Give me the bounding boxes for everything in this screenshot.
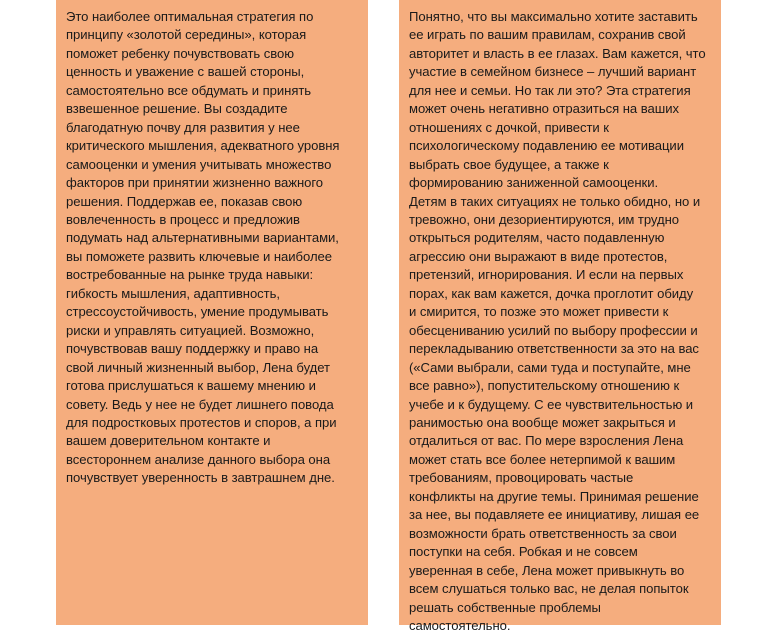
text-line: перекладыванию ответственности за это на вас [409,341,699,357]
left-text-panel [56,0,368,625]
text-line: уверенная в себе, Лена может привыкнуть во [409,562,685,578]
text-line: может очень негативно отразиться на ваших [409,101,679,117]
text-line: решения. Поддержав ее, показав свою [66,193,303,209]
text-line: всем слушаться только вас, не делая попыток [409,581,689,597]
text-line: возможности брать ответственность за свои [409,525,677,541]
text-line: критического мышления, адекватного уровня [66,138,340,154]
text-line: поступки на себя. Робкая и не совсем [409,544,638,560]
text-line: самостоятельно все обдумать и принять [66,82,312,98]
text-line: требованиям, провоцировать частые [409,470,634,486]
text-line: выбрать свое будущее, а также к [409,156,609,172]
text-line: («Сами выбрали, сами туда и поступайте, мне [409,359,691,375]
text-line: Это наиболее оптимальная стратегия по [66,9,314,24]
text-line: вы поможете развить ключевые и наиболее [66,248,333,264]
text-line: свой личный жизненный выбор, Лена будет [66,359,330,375]
text-line: для нее и семьи. Но так ли это? Эта стратегия [409,82,691,98]
text-line: участие в семейном бизнесе – лучший вариант [409,64,697,80]
text-line: стрессоустойчивость, умение продумывать [66,304,329,320]
left-panel-paragraph [66,8,358,488]
text-line: ценность и уважение с вашей стороны, [66,64,305,80]
text-line: конфликты на другие темы. Принимая решение [409,488,699,504]
text-line: Детям в таких ситуациях не только обидно, но и [409,193,701,209]
text-line: открыться родителям, часто подавленную [409,230,665,246]
text-line: самооценки и умения учитывать множество [66,156,332,172]
text-line: агрессию они выражают в виде протестов, [409,248,668,264]
text-line: психологическому подавлению ее мотивации [409,138,684,154]
text-line: решать собственные проблемы [409,599,601,615]
text-line: Понятно, что вы максимально хотите заставить [409,9,698,24]
text-line: почувствует уверенность в завтрашнем дне. [66,470,335,486]
text-line: факторов при принятии жизненно важного [66,175,324,191]
text-line: для подростковых протестов и споров, а при [66,414,337,430]
text-line: порах, как вам кажется, дочка проглотит обиду [409,285,694,301]
text-line: подумать над альтернативными вариантами, [66,230,339,246]
text-line: всестороннем анализе данного выбора она [66,451,331,467]
text-line: поможет ребенку почувствовать свою [66,45,295,61]
right-panel-paragraph [409,8,711,635]
text-line: совету. Ведь у нее не будет лишнего повода [66,396,334,412]
text-line: почувствовав вашу поддержку и право на [66,341,319,357]
text-line: авторитет и власть в ее глазах. Вам кажется, что [409,45,706,61]
text-line: взвешенное решение. Вы создадите [66,101,288,117]
text-line: учебе и к будущему. С ее чувствительностью и [409,396,694,412]
text-line: формированию заниженной самооценки. [409,175,659,191]
text-line: может стать все более нетерпимой к вашим [409,451,676,467]
text-line: принципу «золотой середины», которая [66,27,307,43]
text-line: вашем доверительном контакте и [66,433,271,449]
text-line: востребованные на рынке труда навыки: [66,267,314,283]
text-line: вовлеченность в процесс и предложив [66,211,300,227]
text-line: отдалиться от вас. По мере взросления Лена [409,433,684,449]
text-line: все равно»), попустительскому отношению к [409,378,680,394]
text-line: обесцениванию усилий по выбору профессии и [409,322,698,338]
text-line: готова прислушаться к вашему мнению и [66,378,316,394]
text-line: ранимостью она вообще может закрыться и [409,414,676,430]
right-text-panel [399,0,721,633]
text-line: тревожно, они дезориентируются, им трудно [409,211,679,227]
text-line: за нее, вы подавляете ее инициативу, лишая ее [409,507,700,523]
text-line: риски и управлять ситуацией. Возможно, [66,322,315,338]
text-line: отношениях с дочкой, привести к [409,119,609,135]
text-line: гибкость мышления, адаптивность, [66,285,280,301]
text-line: и смирится, то позже это может привести к [409,304,669,320]
text-line: благодатную почву для развития у нее [66,119,300,135]
text-line: претензий, игнорирования. И если на первых [409,267,684,283]
text-line: самостоятельно. [409,617,511,633]
text-line: ее играть по вашим правилам, сохранив свой [409,27,686,43]
